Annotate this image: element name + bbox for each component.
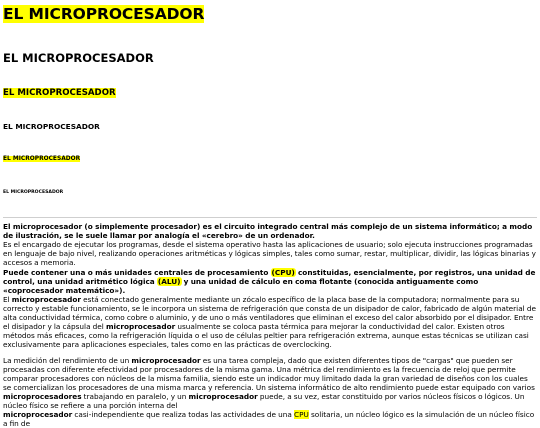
components-text-3: y una unidad de cálculo en coma flotante (conocida antiguamente como «coprocesador matemático»).	[3, 277, 479, 295]
microprocesador-term: microprocesador	[188, 392, 258, 401]
components-text-1: Puede contener una o más unidades centrales de procesamiento	[3, 268, 269, 277]
performance-text-4: puede, a su vez, estar constituido por varios núcleos físicos o lógicos. Un núcleo físico se refiere a una porción interna del	[3, 392, 525, 410]
heading-level-5	[3, 156, 80, 162]
heading-level-3	[3, 88, 116, 98]
cpu-highlight: CPU	[293, 410, 309, 419]
intro-bold-text: El microprocesador (o simplemente procesador) es el circuito integrado central más complejo de un sistema informático; a modo de ilustración, se le suele llamar por analogía el «cerebro» de un ordenador.	[3, 222, 533, 240]
microprocesador-term: microprocesador	[131, 356, 201, 365]
cooling-text-3: usualmente se coloca pasta térmica para mejorar la conductividad del calor. Existen otros métodos más eficaces, como la refrigeración líquida o el uso de células peltier para refrigeración extrema, aunque estas técnicas se utilizan casi exclusivamente para aplicaciones especiales, tales como en las prácticas de overclocking.	[3, 322, 529, 349]
intro-body-text: Es el encargado de ejecutar los programas, desde el sistema operativo hasta las aplicaciones de usuario; solo ejecuta instrucciones programadas en lenguaje de bajo nivel, realizando operaciones aritméticas y lógicas simples, tales como sumar, restar, multiplicar, dividir, las lógicas binarias y accesos a memoria.	[3, 240, 536, 267]
cpu-highlight: (CPU)	[271, 268, 295, 277]
microprocesadores-term: microprocesadores	[3, 392, 82, 401]
heading-level-4: EL MICROPROCESADOR	[3, 122, 100, 131]
performance-text-2: es una tarea compleja, dado que existen diferentes tipos de "cargas" que pueden ser procesadas con diferente efectividad por procesadores de la misma gama. Una métrica del rendimiento es la frecuencia de reloj que permite comparar procesadores con núcleos de la misma familia, siendo este un indicador muy limitado dada la gran variedad de diseños con los cuales se comercializan los procesadores de una misma marca y referencia. Un sistema informático de alto rendimiento puede estar equipado con varios	[3, 356, 535, 392]
performance-text-5: casi-independiente que realiza todas las actividades de una	[74, 410, 292, 419]
heading-level-6: EL MICROPROCESADOR	[3, 190, 64, 195]
heading-level-1	[3, 5, 204, 23]
heading-3-text: EL MICROPROCESADOR	[3, 88, 116, 98]
heading-1-text: EL MICROPROCESADOR	[3, 5, 205, 23]
heading-level-2: EL MICROPROCESADOR	[3, 51, 154, 65]
horizontal-divider	[3, 217, 537, 218]
microprocesador-term: microprocesador	[3, 410, 73, 419]
paragraph-intro	[3, 222, 537, 267]
heading-5-text: EL MICROPROCESADOR	[3, 156, 81, 162]
paragraph-components	[3, 268, 537, 349]
paragraph-performance	[3, 356, 537, 428]
alu-highlight: (ALU)	[157, 277, 181, 286]
performance-text-1: La medición del rendimiento de un	[3, 356, 130, 365]
cooling-text-1: El	[3, 295, 10, 304]
microprocesador-term: microprocesador	[105, 322, 176, 331]
performance-text-6: solitaria, un núcleo lógico es la simulación de un núcleo físico a fin de	[3, 410, 535, 428]
performance-text-3: trabajando en paralelo, y un	[83, 392, 187, 401]
components-text-2: constituidas, esencialmente, por registros, una unidad de control, una unidad aritmético lógica	[3, 268, 536, 286]
microprocesador-term: microprocesador	[11, 295, 82, 304]
cooling-text-2: está conectado generalmente mediante un zócalo específico de la placa base de la computadora; normalmente para su correcto y estable funcionamiento, se le incorpora un sistema de refrigeración que consta de un disipador de calor, fabricado de algún material de alta conductividad térmica, como cobre o aluminio, y de uno o más ventiladores que eliminan el exceso del calor absorbido por el disipador. Entre el disipador y la cápsula del	[3, 295, 536, 331]
